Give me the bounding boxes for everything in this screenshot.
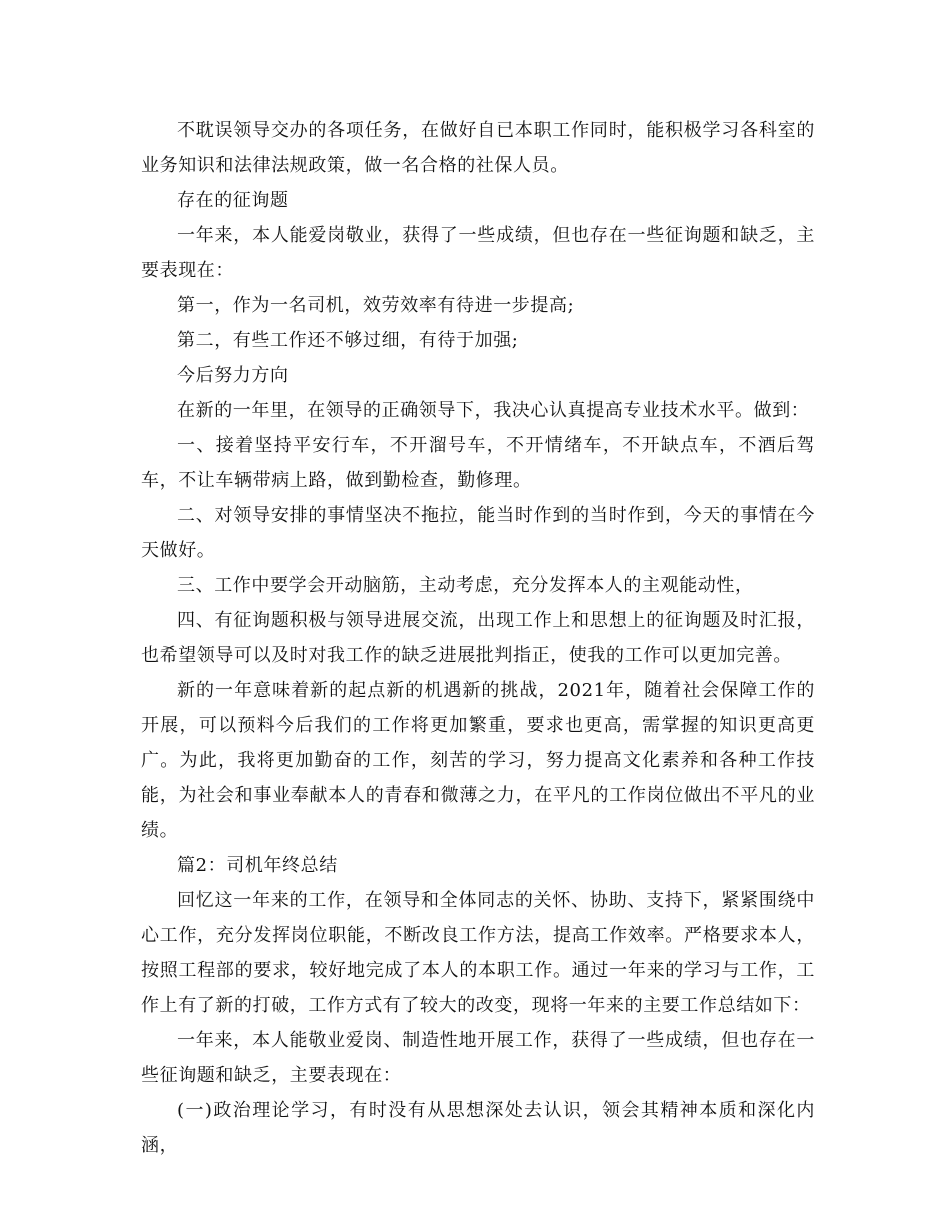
heading-future-direction: 今后努力方向 [177, 365, 289, 386]
paragraph-duties: 不耽误领导交办的各项任务，在做好自已本职工作同时，能积极学习各科室的业务知识和法律法规政策，做一名合格的社保人员。 [141, 120, 815, 176]
paragraph-shortcomings: 一年来，本人能敬业爱岗、制造性地开展工作，获得了一些成绩，但也存在一些征询题和缺乏，主要表现在： [141, 1030, 815, 1086]
paragraph-new-year-goal: 在新的一年里，在领导的正确领导下，我决心认真提高专业技术水平。做到： [177, 400, 810, 421]
paragraph-review: 回忆这一年来的工作，在领导和全体同志的关怀、协助、支持下，紧紧围绕中心工作，充分发挥岗位职能，不断改良工作方法，提高工作效率。严格要求本人，按照工程部的要求，较好地完成了本人的本职工作。通过一年来的学习与工作，工作上有了新的打破，工作方式有了较大的改变，现将一年来的主要工作总结如下： [141, 890, 815, 1016]
paragraph-goal-1: 一、接着坚持平安行车，不开溜号车，不开情绪车，不开缺点车，不酒后驾车，不让车辆带病上路，做到勤检查，勤修理。 [141, 435, 815, 491]
paragraph-shortcoming-1: (一)政治理论学习，有时没有从思想深处去认识，领会其精神本质和深化内涵， [141, 1100, 815, 1156]
document-body [141, 113, 815, 1163]
paragraph-goal-4: 四、有征询题积极与领导进展交流，出现工作上和思想上的征询题及时汇报，也希望领导可以及时对我工作的缺乏进展批判指正，使我的工作可以更加完善。 [141, 610, 815, 666]
paragraph-goal-3: 三、工作中要学会开动脑筋，主动考虑，充分发挥本人的主观能动性， [177, 575, 754, 596]
paragraph-problem-1: 第一，作为一名司机，效劳效率有待进一步提高; [177, 295, 575, 316]
paragraph-problem-2: 第二，有些工作还不够过细，有待于加强; [177, 330, 519, 351]
paragraph-outlook: 新的一年意味着新的起点新的机遇新的挑战，2021年，随着社会保障工作的开展，可以预料今后我们的工作将更加繁重，要求也更高，需掌握的知识更高更广。为此，我将更加勤奋的工作，刻苦的学习，努力提高文化素养和各种工作技能，为社会和事业奉献本人的青春和微薄之力，在平凡的工作岗位做出不平凡的业绩。 [141, 680, 815, 841]
paragraph-goal-2: 二、对领导安排的事情坚决不拖拉，能当时作到的当时作到，今天的事情在今天做好。 [141, 505, 815, 561]
heading-existing-problems: 存在的征询题 [177, 190, 289, 211]
paragraph-problems-intro: 一年来，本人能爱岗敬业，获得了一些成绩，但也存在一些征询题和缺乏，主要表现在： [141, 225, 815, 281]
heading-part-2: 篇2：司机年终总结 [177, 855, 338, 876]
